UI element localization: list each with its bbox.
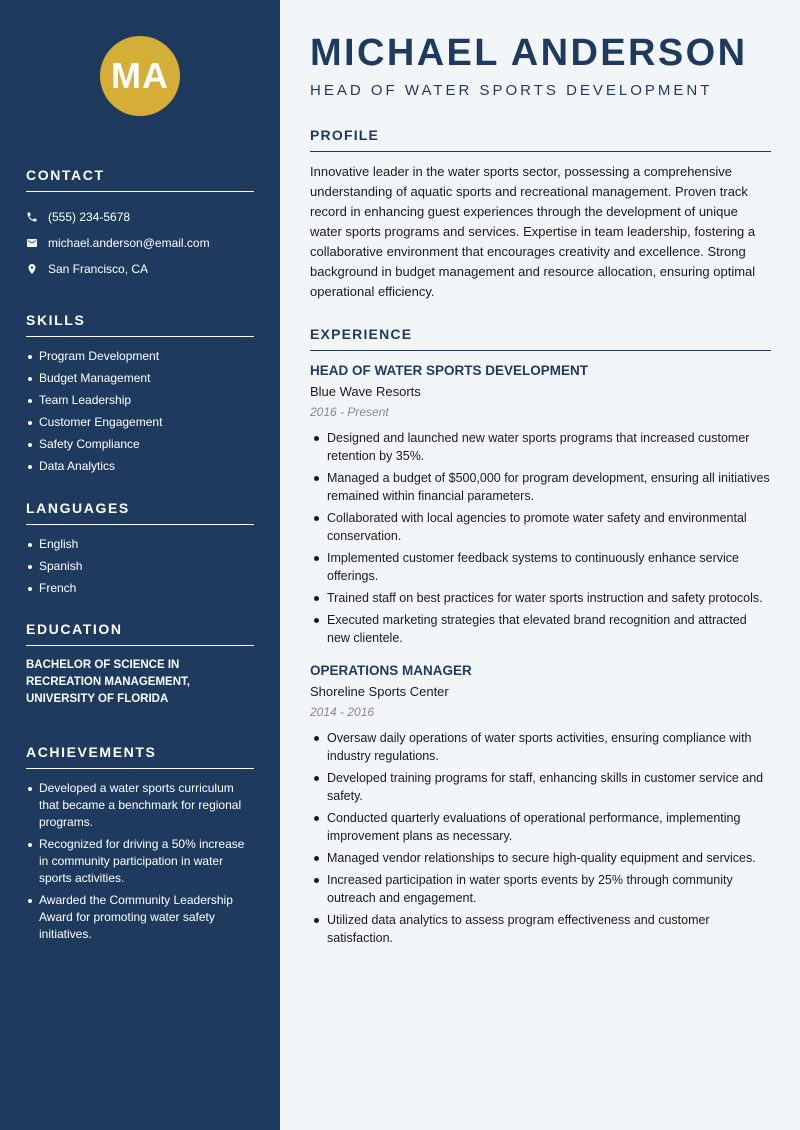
skills-section [26,312,254,475]
experience-section [310,326,771,947]
profile-heading: PROFILE [310,127,771,152]
list-item: Collaborated with local agencies to promote water safety and environmental conservation. [310,509,771,545]
experience-heading: EXPERIENCE [310,326,771,351]
list-item: Budget Management [26,370,254,387]
achievements-section [26,744,254,943]
skills-heading: SKILLS [26,312,254,337]
list-item: French [26,580,254,597]
languages-heading: LANGUAGES [26,500,254,525]
candidate-title: HEAD OF WATER SPORTS DEVELOPMENT [310,82,713,99]
list-item: Executed marketing strategies that elevated brand recognition and attracted new clientele. [310,611,771,647]
list-item: Conducted quarterly evaluations of operational performance, implementing improvement plans as necessary. [310,809,771,845]
profile-text: Innovative leader in the water sports sector, possessing a comprehensive understanding of aquatic sports and recreational management. Proven track record in enhancing guest experiences through the development of unique water sports programs and services. Expertise in team leadership, fostering a collaborative environment that encourages creativity and excellence. Strong background in budget management and resource allocation, ensuring optimal operational efficiency. [310,164,756,299]
location-pin-icon [26,263,48,275]
list-item: Team Leadership [26,392,254,409]
email-text: michael.anderson@email.com [48,236,210,250]
job-entry [310,363,771,647]
job-title: HEAD OF WATER SPORTS DEVELOPMENT [310,363,589,378]
location-text: San Francisco, CA [48,262,149,276]
list-item: Oversaw daily operations of water sports activities, ensuring compliance with industry regulations. [310,729,771,765]
education-degree: BACHELOR OF SCIENCE IN RECREATION MANAGEMENT, UNIVERSITY OF FLORIDA [26,659,190,705]
list-item: Spanish [26,558,254,575]
contact-email [26,230,254,256]
list-item: Data Analytics [26,458,254,475]
job-title: OPERATIONS MANAGER [310,663,472,678]
list-item: Implemented customer feedback systems to continuously enhance service offerings. [310,549,771,585]
list-item: Developed training programs for staff, enhancing skills in customer service and safety. [310,769,771,805]
achievements-heading: ACHIEVEMENTS [26,744,254,769]
list-item: Managed vendor relationships to secure high-quality equipment and services. [310,849,771,867]
skills-list [26,348,254,475]
job-company: Shoreline Sports Center [310,684,449,699]
phone-icon [26,211,48,223]
candidate-name: MICHAEL ANDERSON [310,32,748,74]
job-company: Blue Wave Resorts [310,384,421,399]
list-item: Awarded the Community Leadership Award for promoting water safety initiatives. [26,892,254,943]
education-section [26,621,254,708]
list-item: Program Development [26,348,254,365]
contact-heading: CONTACT [26,167,254,192]
languages-list [26,536,254,597]
contact-list [26,204,254,282]
job-entry [310,663,771,947]
list-item: Increased participation in water sports events by 25% through community outreach and engagement. [310,871,771,907]
job-bullets [310,429,771,647]
contact-location [26,256,254,282]
job-dates: 2014 - 2016 [310,705,375,719]
list-item: Recognized for driving a 50% increase in community participation in water sports activities. [26,836,254,887]
achievements-list [26,780,254,943]
education-heading: EDUCATION [26,621,254,646]
main-content [280,0,800,1130]
languages-section [26,500,254,597]
list-item: English [26,536,254,553]
list-item: Utilized data analytics to assess program effectiveness and customer satisfaction. [310,911,771,947]
avatar: MA [100,36,180,116]
list-item: Trained staff on best practices for water sports instruction and safety protocols. [310,589,771,607]
job-bullets [310,729,771,947]
sidebar [0,0,280,1130]
list-item: Developed a water sports curriculum that became a benchmark for regional programs. [26,780,254,831]
list-item: Designed and launched new water sports programs that increased customer retention by 35%. [310,429,771,465]
phone-text: (555) 234-5678 [48,210,131,224]
contact-section [26,167,254,282]
email-icon [26,237,48,249]
list-item: Safety Compliance [26,436,254,453]
profile-section [310,127,771,302]
contact-phone [26,204,254,230]
list-item: Managed a budget of $500,000 for program development, ensuring all initiatives remained within financial parameters. [310,469,771,505]
job-dates: 2016 - Present [310,405,389,419]
list-item: Customer Engagement [26,414,254,431]
